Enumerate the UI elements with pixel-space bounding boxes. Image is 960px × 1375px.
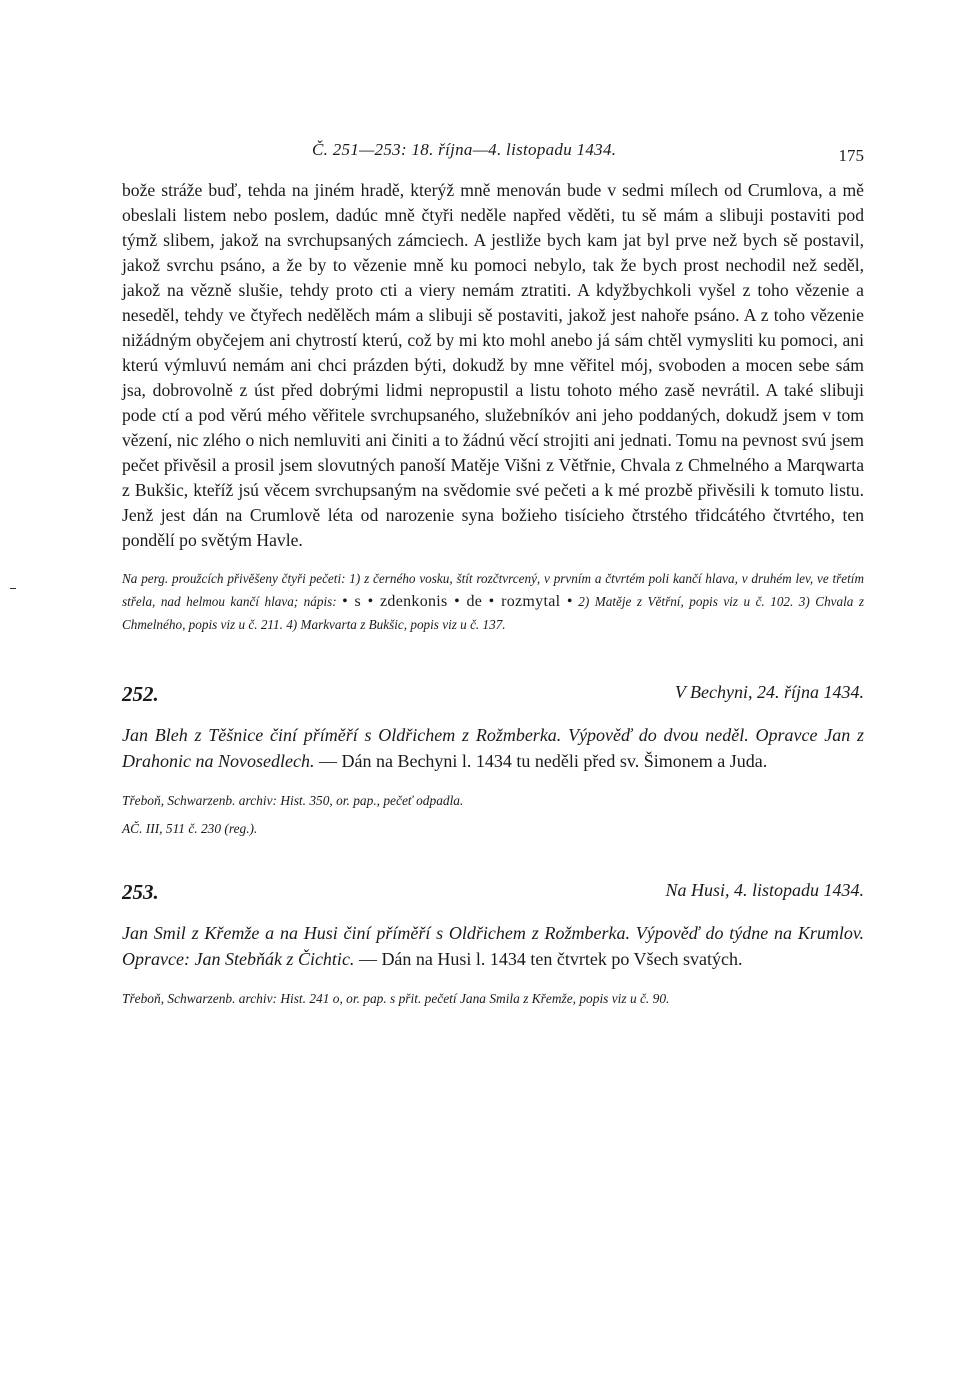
entry-place-date: Na Husi, 4. listopadu 1434. (665, 880, 864, 900)
regest-plain: — Dán na Bechyni l. 1434 tu neděli před sv. Šimonem a Juda. (314, 751, 768, 771)
page-number: 175 (838, 146, 864, 165)
regest-italic: Jan Smil z Křemže a na Husi činí příměří s Oldřichem z Rožmberka. Výpověď do týdne na Krumlov. Opravce: Jan Stebňák z Čichtic. (122, 923, 864, 969)
regest-italic: Jan Bleh z Těšnice činí příměří s Oldřichem z Rožmberka. Výpověď do dvou neděl. Opravce Jan z Drahonic na Novosedlech. (122, 725, 864, 771)
entry-252 (122, 682, 864, 840)
apparatus-part1: Na perg. proužcích přivěšeny čtyři pečeti: 1) z černého vosku, štít rozčtvrcený, v prvním a čtvrtém poli kančí hlava, v druhém lev, ve třetím střela, nad helmou kančí hlava; nápis: (122, 571, 864, 609)
apparatus-251 (122, 567, 864, 636)
seal-legend: • s • zdenkonis • de • rozmytal • (342, 593, 573, 610)
entry-number: 253. (122, 880, 159, 904)
entry-regest (122, 722, 864, 774)
document-page (122, 140, 864, 1010)
entry-regest (122, 920, 864, 972)
entry-place-date: V Bechyni, 24. října 1434. (674, 682, 864, 702)
entry-number: 252. (122, 682, 159, 706)
entry-253 (122, 880, 864, 1010)
entry-head (122, 682, 864, 708)
continuation-text: bože stráže buď, tehda na jiném hradě, kterýž mně menován bude v sedmi mílech od Crumlova, a mě obeslali listem nebo poslem, dadúc mně čtyři neděle napřed věděti, tu sě mám a slibuji postaviti pod týmž slibem, jakož na svrchupsaných zámciech. A jestliže bych kam jat byl prve než bych sě postavil, jakož svrchu psáno, a že by to vězenie mně ku pomoci nebylo, tak že bych prost nechodil než seděl, jakož na vězně slušie, tehdy proto cti a viery nemám ztratiti. A kdyžbychkoli vyšel z toho vězenie a neseděl, tehdy ve čtyřech nedělěch mám a slibuji sě postaviti, jakož jest nahoře psáno. A z toho vězenie nižádným obyčejem ani chytrostí kterú, což by mi kto mohl anebo já sám chtěl vymysliti ku pomoci, ani kterú výmluvú nemám ani chci prázden býti, dokudž by mne věřitel mój, svoboden a mocen sebe sám jsa, dobrovolně z úst před dobrými lidmi nepropustil a listu tohoto mého zasě nevrátil. A také slibuji pode ctí a pod věrú mého věřitele svrchupsaného, služebníkóv ani jeho poddaných, dokudž jsem v tom vězení, nic zlého o nich nemluviti ani činiti a to žádnú věcí strojiti ani jednati. Tomu na pevnost svú jsem pečet přivěsil a prosil jsem slovutných panoší Matěje Višni z Větřnie, Chvala z Chmelného a Marqwarta z Bukšic, kteříž jsú věcem svrchupsaným na svědomie své pečeti a k mé prozbě přivěsili k tomuto listu. Jenž jest dán na Crumlově léta od narozenie syna božieho tisícieho čtrstého třidcátého čtvrtého, ten pondělí po světým Havle. (122, 180, 864, 550)
running-head (122, 140, 864, 170)
regest-plain: — Dán na Husi l. 1434 ten čtvrtek po Všech svatých. (354, 949, 743, 969)
entry-note: Třeboň, Schwarzenb. archiv: Hist. 350, or. pap., pečeť odpadla. (122, 793, 464, 808)
apparatus-part2: 2) Matěje z Větřní, popis viz u č. 102. 3) Chvala z Chmelného, popis viz u č. 211. 4) Markvarta z Bukšic, popis viz u č. 137. (122, 594, 865, 632)
margin-mark (10, 588, 16, 589)
entry-head (122, 880, 864, 906)
running-title: Č. 251—253: 18. října—4. listopadu 1434. (312, 140, 617, 159)
entry-note: AČ. III, 511 č. 230 (reg.). (122, 821, 258, 836)
entry-note: Třeboň, Schwarzenb. archiv: Hist. 241 o, or. pap. s přit. pečetí Jana Smila z Křemže, popis viz u č. 90. (122, 991, 670, 1006)
